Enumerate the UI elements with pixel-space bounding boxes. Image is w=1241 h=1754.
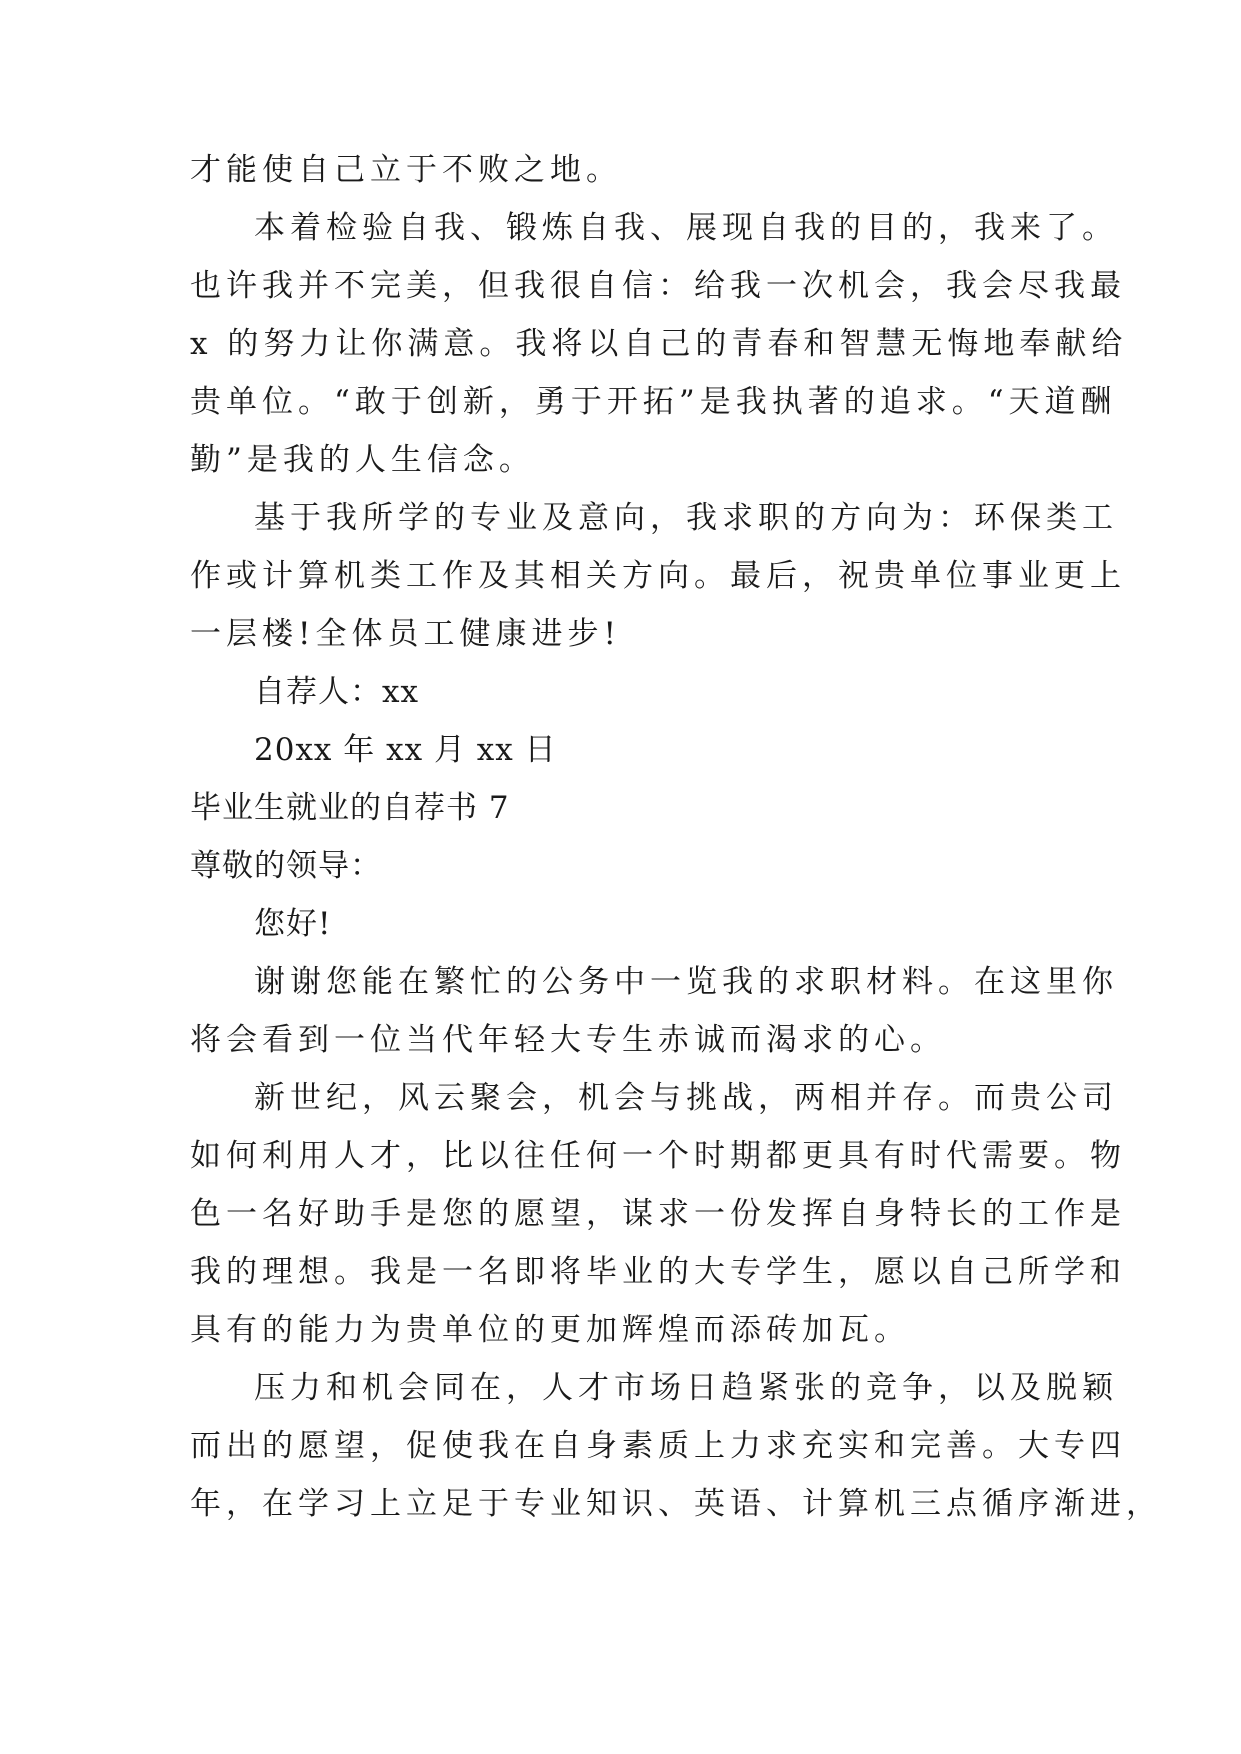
text-line: 本着检验自我、锻炼自我、展现自我的目的，我来了。 xyxy=(254,210,1118,246)
section-heading: 毕业生就业的自荐书 7 xyxy=(190,790,510,826)
text-line: 具有的能力为贵单位的更加辉煌而添砖加瓦。 xyxy=(190,1312,910,1348)
text-line: 勤”是我的人生信念。 xyxy=(190,442,535,478)
text-line: 作或计算机类工作及其相关方向。最后，祝贵单位事业更上 xyxy=(190,558,1126,594)
greeting: 您好! xyxy=(254,906,332,942)
text-line: 如何利用人才，比以往任何一个时期都更具有时代需要。物 xyxy=(190,1138,1126,1174)
text-line: 一层楼!全体员工健康进步! xyxy=(190,616,621,652)
salutation: 尊敬的领导： xyxy=(190,848,382,884)
date-line: 20xx 年 xx 月 xx 日 xyxy=(254,732,557,768)
text-line: 基于我所学的专业及意向，我求职的方向为：环保类工 xyxy=(254,500,1118,536)
text-line: 新世纪，风云聚会，机会与挑战，两相并存。而贵公司 xyxy=(254,1080,1118,1116)
text-line: 色一名好助手是您的愿望，谋求一份发挥自身特长的工作是 xyxy=(190,1196,1126,1232)
text-line: x 的努力让你满意。我将以自己的青春和智慧无悔地奉献给 xyxy=(190,326,1128,362)
text-line: 才能使自己立于不败之地。 xyxy=(190,152,622,188)
text-line: 而出的愿望，促使我在自身素质上力求充实和完善。大专四 xyxy=(190,1428,1126,1464)
text-line: 将会看到一位当代年轻大专生赤诚而渴求的心。 xyxy=(190,1022,946,1058)
text-line: 压力和机会同在，人才市场日趋紧张的竞争，以及脱颖 xyxy=(254,1370,1118,1406)
text-line: 也许我并不完美，但我很自信：给我一次机会，我会尽我最 xyxy=(190,268,1126,304)
text-line: 谢谢您能在繁忙的公务中一览我的求职材料。在这里你 xyxy=(254,964,1118,1000)
text-line: 贵单位。“敢于创新，勇于开拓”是我执著的追求。“天道酬 xyxy=(190,384,1117,420)
text-line: 年，在学习上立足于专业知识、英语、计算机三点循序渐进， xyxy=(190,1486,1162,1522)
signature-line: 自荐人：xx xyxy=(254,674,419,710)
text-line: 我的理想。我是一名即将毕业的大专学生，愿以自己所学和 xyxy=(190,1254,1126,1290)
